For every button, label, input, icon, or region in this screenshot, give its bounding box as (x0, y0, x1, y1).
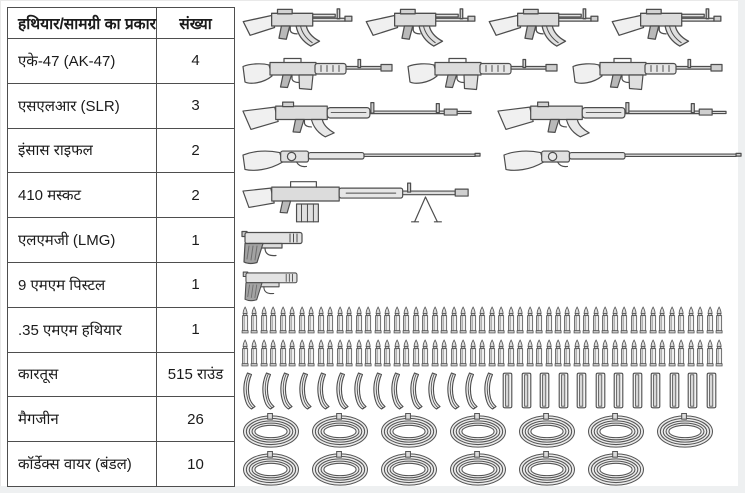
bullet-cartridge-icon (402, 305, 410, 335)
curved-magazine-icon (371, 372, 386, 410)
pistol-9mm-row (241, 226, 745, 266)
weapon-count-cell: 2 (157, 128, 235, 173)
weapon-count-cell: 515 राउंड (157, 352, 235, 397)
bullet-cartridge-icon (516, 305, 524, 335)
bullet-cartridge-icon (421, 305, 429, 335)
bullet-cartridge-icon (469, 338, 477, 368)
bullet-cartridge-icon (668, 305, 676, 335)
table-row (8, 397, 235, 442)
weapon-count-cell: 1 (157, 218, 235, 263)
insas-row (241, 98, 745, 142)
musket-icon (502, 145, 745, 175)
table-row (8, 442, 235, 487)
weapon-count-cell: 3 (157, 83, 235, 128)
ak47-rifle-icon (610, 5, 728, 50)
bullet-cartridge-icon (288, 338, 296, 368)
col-header-count: संख्या (157, 8, 235, 39)
bullet-cartridge-icon (478, 338, 486, 368)
bullet-cartridge-icon (639, 305, 647, 335)
wire-coil-icon (241, 451, 301, 487)
bullet-cartridge-icon (706, 305, 714, 335)
bullet-cartridge-icon (573, 338, 581, 368)
bullet-cartridge-icon (488, 305, 496, 335)
bullet-cartridge-icon (592, 338, 600, 368)
bullet-cartridge-icon (326, 305, 334, 335)
weapon-count-cell: 10 (157, 442, 235, 487)
wire-coil-icon (517, 413, 577, 449)
bullet-cartridge-icon (355, 338, 363, 368)
bullet-cartridge-icon (374, 338, 382, 368)
table-row (8, 262, 235, 307)
bullet-cartridge-icon (317, 305, 325, 335)
straight-magazine-icon (539, 372, 550, 409)
weapon-type-cell: एसएलआर (SLR) (8, 83, 157, 128)
curved-magazine-icon (315, 372, 330, 410)
bullet-cartridge-icon (677, 305, 685, 335)
table-row (8, 218, 235, 263)
weapon-count-cell: 26 (157, 397, 235, 442)
slr-rifle-icon (406, 55, 561, 95)
bullet-cartridge-icon (459, 305, 467, 335)
bullet-cartridge-icon (535, 305, 543, 335)
straight-magazine-icon (669, 372, 680, 409)
bullet-cartridge-icon (554, 338, 562, 368)
wire-coil-icon (379, 413, 439, 449)
bullet-cartridge-icon (450, 338, 458, 368)
bullet-cartridge-icon (307, 338, 315, 368)
bullet-cartridge-icon (307, 305, 315, 335)
slr-rifle-icon (241, 55, 396, 95)
table-row (8, 352, 235, 397)
bullet-cartridge-icon (592, 305, 600, 335)
bullet-cartridge-icon (345, 305, 353, 335)
bullet-cartridge-icon (469, 305, 477, 335)
slr-rifle-icon (571, 55, 726, 95)
bullet-cartridge-icon (715, 305, 723, 335)
bullet-cartridge-icon (393, 305, 401, 335)
bullet-cartridge-icon (497, 305, 505, 335)
bullet-cartridge-icon (687, 338, 695, 368)
bullet-cartridge-icon (440, 338, 448, 368)
bullet-cartridge-icon (412, 338, 420, 368)
bullet-cartridge-icon (696, 338, 704, 368)
col-header-weapon-type: हथियार/सामग्री का प्रकार (8, 8, 157, 39)
weapon-type-cell: .35 एमएम हथियार (8, 307, 157, 352)
weapon-type-cell: कॉर्डेक्स वायर (बंडल) (8, 442, 157, 487)
curved-magazine-icon (260, 372, 275, 410)
bullet-cartridge-icon (582, 338, 590, 368)
bullet-cartridge-icon (288, 305, 296, 335)
wire-coil-icon (586, 451, 646, 487)
bullet-cartridge-icon (715, 338, 723, 368)
weapon-count-cell: 1 (157, 307, 235, 352)
weapons-table-body (8, 39, 235, 487)
header-row (8, 8, 235, 39)
weapon-type-cell: एके-47 (AK-47) (8, 39, 157, 84)
weapon-type-cell: 9 एमएम पिस्टल (8, 262, 157, 307)
weapon-type-cell: 410 मस्कट (8, 173, 157, 218)
straight-magazine-icon (502, 372, 513, 409)
bullet-cartridge-icon (241, 338, 249, 368)
straight-magazine-icon (576, 372, 587, 409)
bullet-cartridge-icon (649, 338, 657, 368)
bullet-cartridge-icon (298, 305, 306, 335)
bullet-cartridge-icon (269, 338, 277, 368)
bullets-row-1 (241, 304, 745, 336)
bullet-cartridge-icon (658, 305, 666, 335)
bullet-cartridge-icon (431, 338, 439, 368)
bullet-cartridge-icon (478, 305, 486, 335)
bullet-cartridge-icon (326, 338, 334, 368)
bullet-cartridge-icon (649, 305, 657, 335)
straight-magazine-icon (706, 372, 717, 409)
weapon-count-cell: 1 (157, 262, 235, 307)
bullet-cartridge-icon (582, 305, 590, 335)
wire-coil-icon (448, 413, 508, 449)
bullet-cartridge-icon (260, 305, 268, 335)
bullet-cartridge-icon (336, 305, 344, 335)
bullet-cartridge-icon (526, 305, 534, 335)
coils-row-2 (241, 451, 745, 488)
curved-magazine-icon (389, 372, 404, 410)
bullet-cartridge-icon (383, 338, 391, 368)
straight-magazine-icon (613, 372, 624, 409)
straight-magazine-icon (632, 372, 643, 409)
straight-magazine-icon (687, 372, 698, 409)
curved-magazine-icon (278, 372, 293, 410)
weapons-table-header (8, 8, 235, 39)
weapon-type-cell: इंसास राइफल (8, 128, 157, 173)
table-row (8, 128, 235, 173)
bullet-cartridge-icon (450, 305, 458, 335)
bullet-cartridge-icon (279, 305, 287, 335)
weapons-gallery (236, 0, 745, 493)
bullet-cartridge-icon (545, 338, 553, 368)
bullet-cartridge-icon (383, 305, 391, 335)
bullet-cartridge-icon (497, 338, 505, 368)
pistol-icon (241, 227, 305, 265)
weapon-count-cell: 4 (157, 39, 235, 84)
bullet-cartridge-icon (393, 338, 401, 368)
curved-magazine-icon (297, 372, 312, 410)
bullet-cartridge-icon (507, 305, 515, 335)
bullet-cartridge-icon (298, 338, 306, 368)
bullet-cartridge-icon (677, 338, 685, 368)
insas-rifle-icon (241, 99, 474, 141)
pistol-icon (241, 268, 301, 302)
wire-coil-icon (379, 451, 439, 487)
curved-magazine-icon (408, 372, 423, 410)
curved-magazine-icon (352, 372, 367, 410)
bullet-cartridge-icon (620, 305, 628, 335)
bullet-cartridge-icon (374, 305, 382, 335)
table-row (8, 307, 235, 352)
bullet-cartridge-icon (364, 338, 372, 368)
wire-coil-icon (310, 413, 370, 449)
bullet-cartridge-icon (696, 305, 704, 335)
bullet-cartridge-icon (563, 305, 571, 335)
straight-magazine-icon (595, 372, 606, 409)
bullet-cartridge-icon (317, 338, 325, 368)
wire-coil-icon (586, 413, 646, 449)
bullet-cartridge-icon (563, 338, 571, 368)
bullet-cartridge-icon (402, 338, 410, 368)
bullet-cartridge-icon (630, 305, 638, 335)
weapon-type-cell: कारतूस (8, 352, 157, 397)
weapons-table (7, 7, 235, 487)
straight-magazine-icon (558, 372, 569, 409)
magazines-row (241, 370, 745, 411)
wire-coil-icon (448, 451, 508, 487)
lmg-row (241, 179, 745, 225)
ak47-rifle-icon (364, 5, 482, 50)
bullet-cartridge-icon (336, 338, 344, 368)
bullet-cartridge-icon (611, 305, 619, 335)
bullet-cartridge-icon (440, 305, 448, 335)
curved-magazine-icon (482, 372, 497, 410)
table-row (8, 39, 235, 84)
ak47-rifle-icon (241, 5, 359, 50)
bullet-cartridge-icon (706, 338, 714, 368)
bullets-row-2 (241, 337, 745, 369)
bullet-cartridge-icon (412, 305, 420, 335)
bullet-cartridge-icon (459, 338, 467, 368)
musket-row (241, 143, 745, 178)
musket-icon (241, 145, 484, 175)
table-row (8, 83, 235, 128)
bullet-cartridge-icon (345, 338, 353, 368)
table-row (8, 173, 235, 218)
bullet-cartridge-icon (687, 305, 695, 335)
coils-row-1 (241, 413, 745, 450)
bullet-cartridge-icon (279, 338, 287, 368)
bullet-cartridge-icon (507, 338, 515, 368)
bullet-cartridge-icon (516, 338, 524, 368)
bullet-cartridge-icon (535, 338, 543, 368)
bullet-cartridge-icon (639, 338, 647, 368)
bullet-cartridge-icon (260, 338, 268, 368)
bullet-cartridge-icon (601, 305, 609, 335)
straight-magazine-icon (650, 372, 661, 409)
bullet-cartridge-icon (658, 338, 666, 368)
bullet-cartridge-icon (545, 305, 553, 335)
pistol-35-row (241, 268, 745, 303)
curved-magazine-icon (445, 372, 460, 410)
curved-magazine-icon (463, 372, 478, 410)
bullet-cartridge-icon (488, 338, 496, 368)
bullet-cartridge-icon (554, 305, 562, 335)
bullet-cartridge-icon (526, 338, 534, 368)
bullet-cartridge-icon (573, 305, 581, 335)
ak47-rifle-icon (487, 5, 605, 50)
slr-row (241, 53, 745, 96)
wire-coil-icon (310, 451, 370, 487)
bullet-cartridge-icon (431, 305, 439, 335)
bullet-cartridge-icon (601, 338, 609, 368)
bullet-cartridge-icon (620, 338, 628, 368)
weapon-type-cell: मैगजीन (8, 397, 157, 442)
curved-magazine-icon (334, 372, 349, 410)
bullet-cartridge-icon (269, 305, 277, 335)
wire-coil-icon (241, 413, 301, 449)
wire-coil-icon (655, 413, 715, 449)
weapon-type-cell: एलएमजी (LMG) (8, 218, 157, 263)
insas-rifle-icon (496, 99, 729, 141)
bullet-cartridge-icon (611, 338, 619, 368)
bullet-cartridge-icon (250, 305, 258, 335)
ak47-row (241, 3, 745, 52)
weapons-table-panel (0, 0, 236, 493)
straight-magazine-icon (521, 372, 532, 409)
bullet-cartridge-icon (355, 305, 363, 335)
weapon-count-cell: 2 (157, 173, 235, 218)
bullet-cartridge-icon (241, 305, 249, 335)
lmg-icon (241, 179, 484, 225)
bullet-cartridge-icon (421, 338, 429, 368)
bullet-cartridge-icon (250, 338, 258, 368)
wire-coil-icon (517, 451, 577, 487)
bullet-cartridge-icon (668, 338, 676, 368)
curved-magazine-icon (426, 372, 441, 410)
bullet-cartridge-icon (630, 338, 638, 368)
bullet-cartridge-icon (364, 305, 372, 335)
curved-magazine-icon (241, 372, 256, 410)
